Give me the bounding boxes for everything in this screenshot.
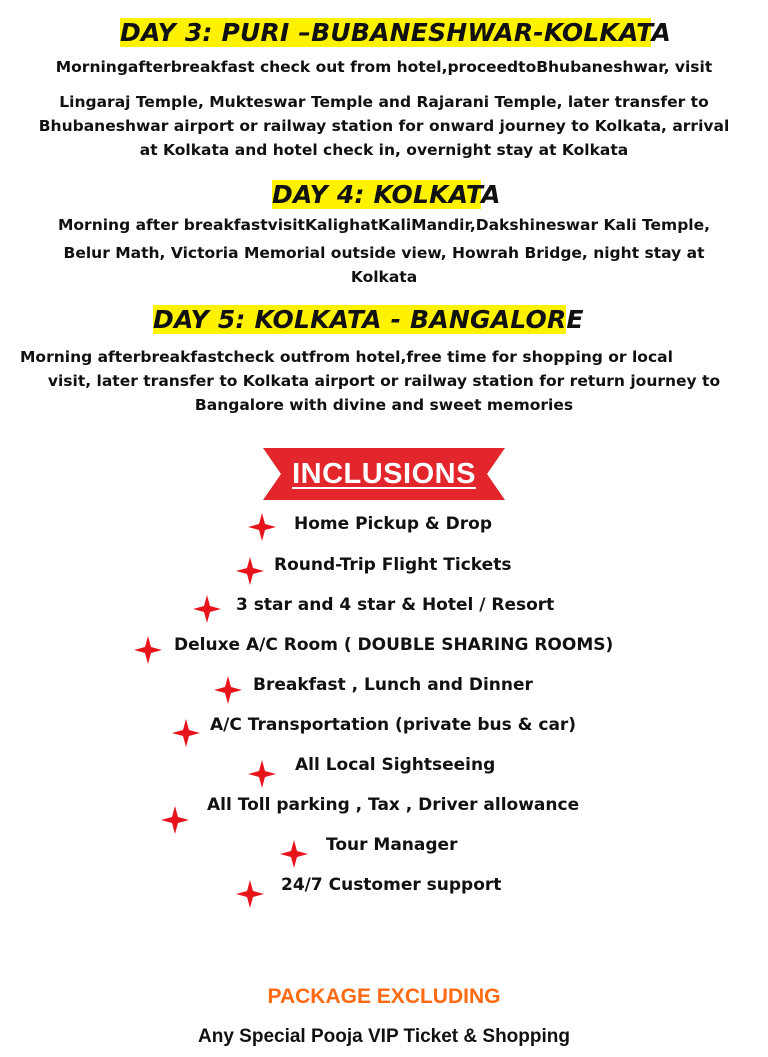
inclusion-text: A/C Transportation (private bus & car) [210, 715, 577, 735]
day4-line: Belur Math, Victoria Memorial outside view, Howrah Bridge, night stay at [63, 244, 705, 262]
day3-line: Bhubaneshwar airport or railway station for onward journey to Kolkata, arrival [38, 117, 730, 135]
package-excluding-text: Any Special Pooja VIP Ticket & Shopping [198, 1026, 570, 1047]
star-icon [193, 595, 221, 623]
day5-title-highlighted: DAY 5: KOLKATA - BANGALOR [153, 305, 567, 334]
inclusion-item [161, 794, 601, 824]
star-icon [236, 880, 264, 908]
inclusion-text: 24/7 Customer support [281, 875, 502, 895]
star-icon [280, 840, 308, 868]
inclusion-text: Home Pickup & Drop [294, 514, 493, 534]
inclusion-text: All Toll parking , Tax , Driver allowance [207, 795, 580, 815]
inclusion-item [214, 674, 554, 704]
day5-title-tail: E [566, 305, 584, 334]
inclusion-text: All Local Sightseeing [295, 755, 496, 775]
day5-line: Bangalore with divine and sweet memories [194, 396, 574, 414]
day3-title-highlighted: DAY 3: PURI –BUBANESHWAR-KOLKAT [120, 18, 652, 47]
day4-title [266, 179, 507, 211]
day3-title [114, 17, 677, 49]
inclusion-text: Breakfast , Lunch and Dinner [253, 675, 533, 695]
day5-description [0, 345, 768, 417]
star-icon [214, 676, 242, 704]
day4-description [0, 214, 768, 289]
star-icon [248, 513, 276, 541]
day4-line: Kolkata [350, 268, 418, 286]
day4-title-highlighted: DAY 4: KOLKAT [272, 180, 482, 209]
inclusion-text: 3 star and 4 star & Hotel / Resort [236, 595, 555, 615]
inclusion-item [248, 513, 508, 543]
day3-title-tail: A [651, 18, 672, 47]
day3-line: at Kolkata and hotel check in, overnight stay at Kolkata [139, 141, 629, 159]
inclusion-item [134, 634, 624, 664]
day3-line: Lingaraj Temple, Mukteswar Temple and Rajarani Temple, later transfer to [59, 93, 709, 111]
inclusion-item [248, 754, 508, 784]
day3-description [0, 56, 768, 162]
inclusion-text: Tour Manager [326, 835, 458, 855]
inclusion-item [236, 554, 526, 584]
inclusions-title: INCLUSIONS [292, 458, 476, 490]
inclusion-item [193, 594, 563, 624]
day3-line: Morningafterbreakfast check out from hotel,proceedtoBhubaneshwar, visit [55, 58, 713, 76]
inclusion-item [172, 714, 592, 744]
star-icon [236, 557, 264, 585]
day4-line: Morning after breakfastvisitKalighatKaliMandir,Dakshineswar Kali Temple, [57, 216, 711, 234]
inclusion-text: Round-Trip Flight Tickets [274, 555, 512, 575]
star-icon [172, 719, 200, 747]
star-icon [134, 636, 162, 664]
day4-title-tail: A [481, 180, 501, 209]
inclusion-item [236, 874, 526, 904]
day5-line: visit, later transfer to Kolkata airport or railway station for return journey to [47, 372, 721, 390]
day5-title [147, 304, 590, 336]
inclusions-banner [263, 448, 505, 500]
star-icon [248, 760, 276, 788]
inclusion-item [280, 834, 480, 864]
day5-line: Morning afterbreakfastcheck outfrom hotel,free time for shopping or local [20, 348, 673, 366]
inclusion-text: Deluxe A/C Room ( DOUBLE SHARING ROOMS) [174, 635, 614, 655]
star-icon [161, 806, 189, 834]
package-excluding-title: PACKAGE EXCLUDING [267, 985, 501, 1008]
